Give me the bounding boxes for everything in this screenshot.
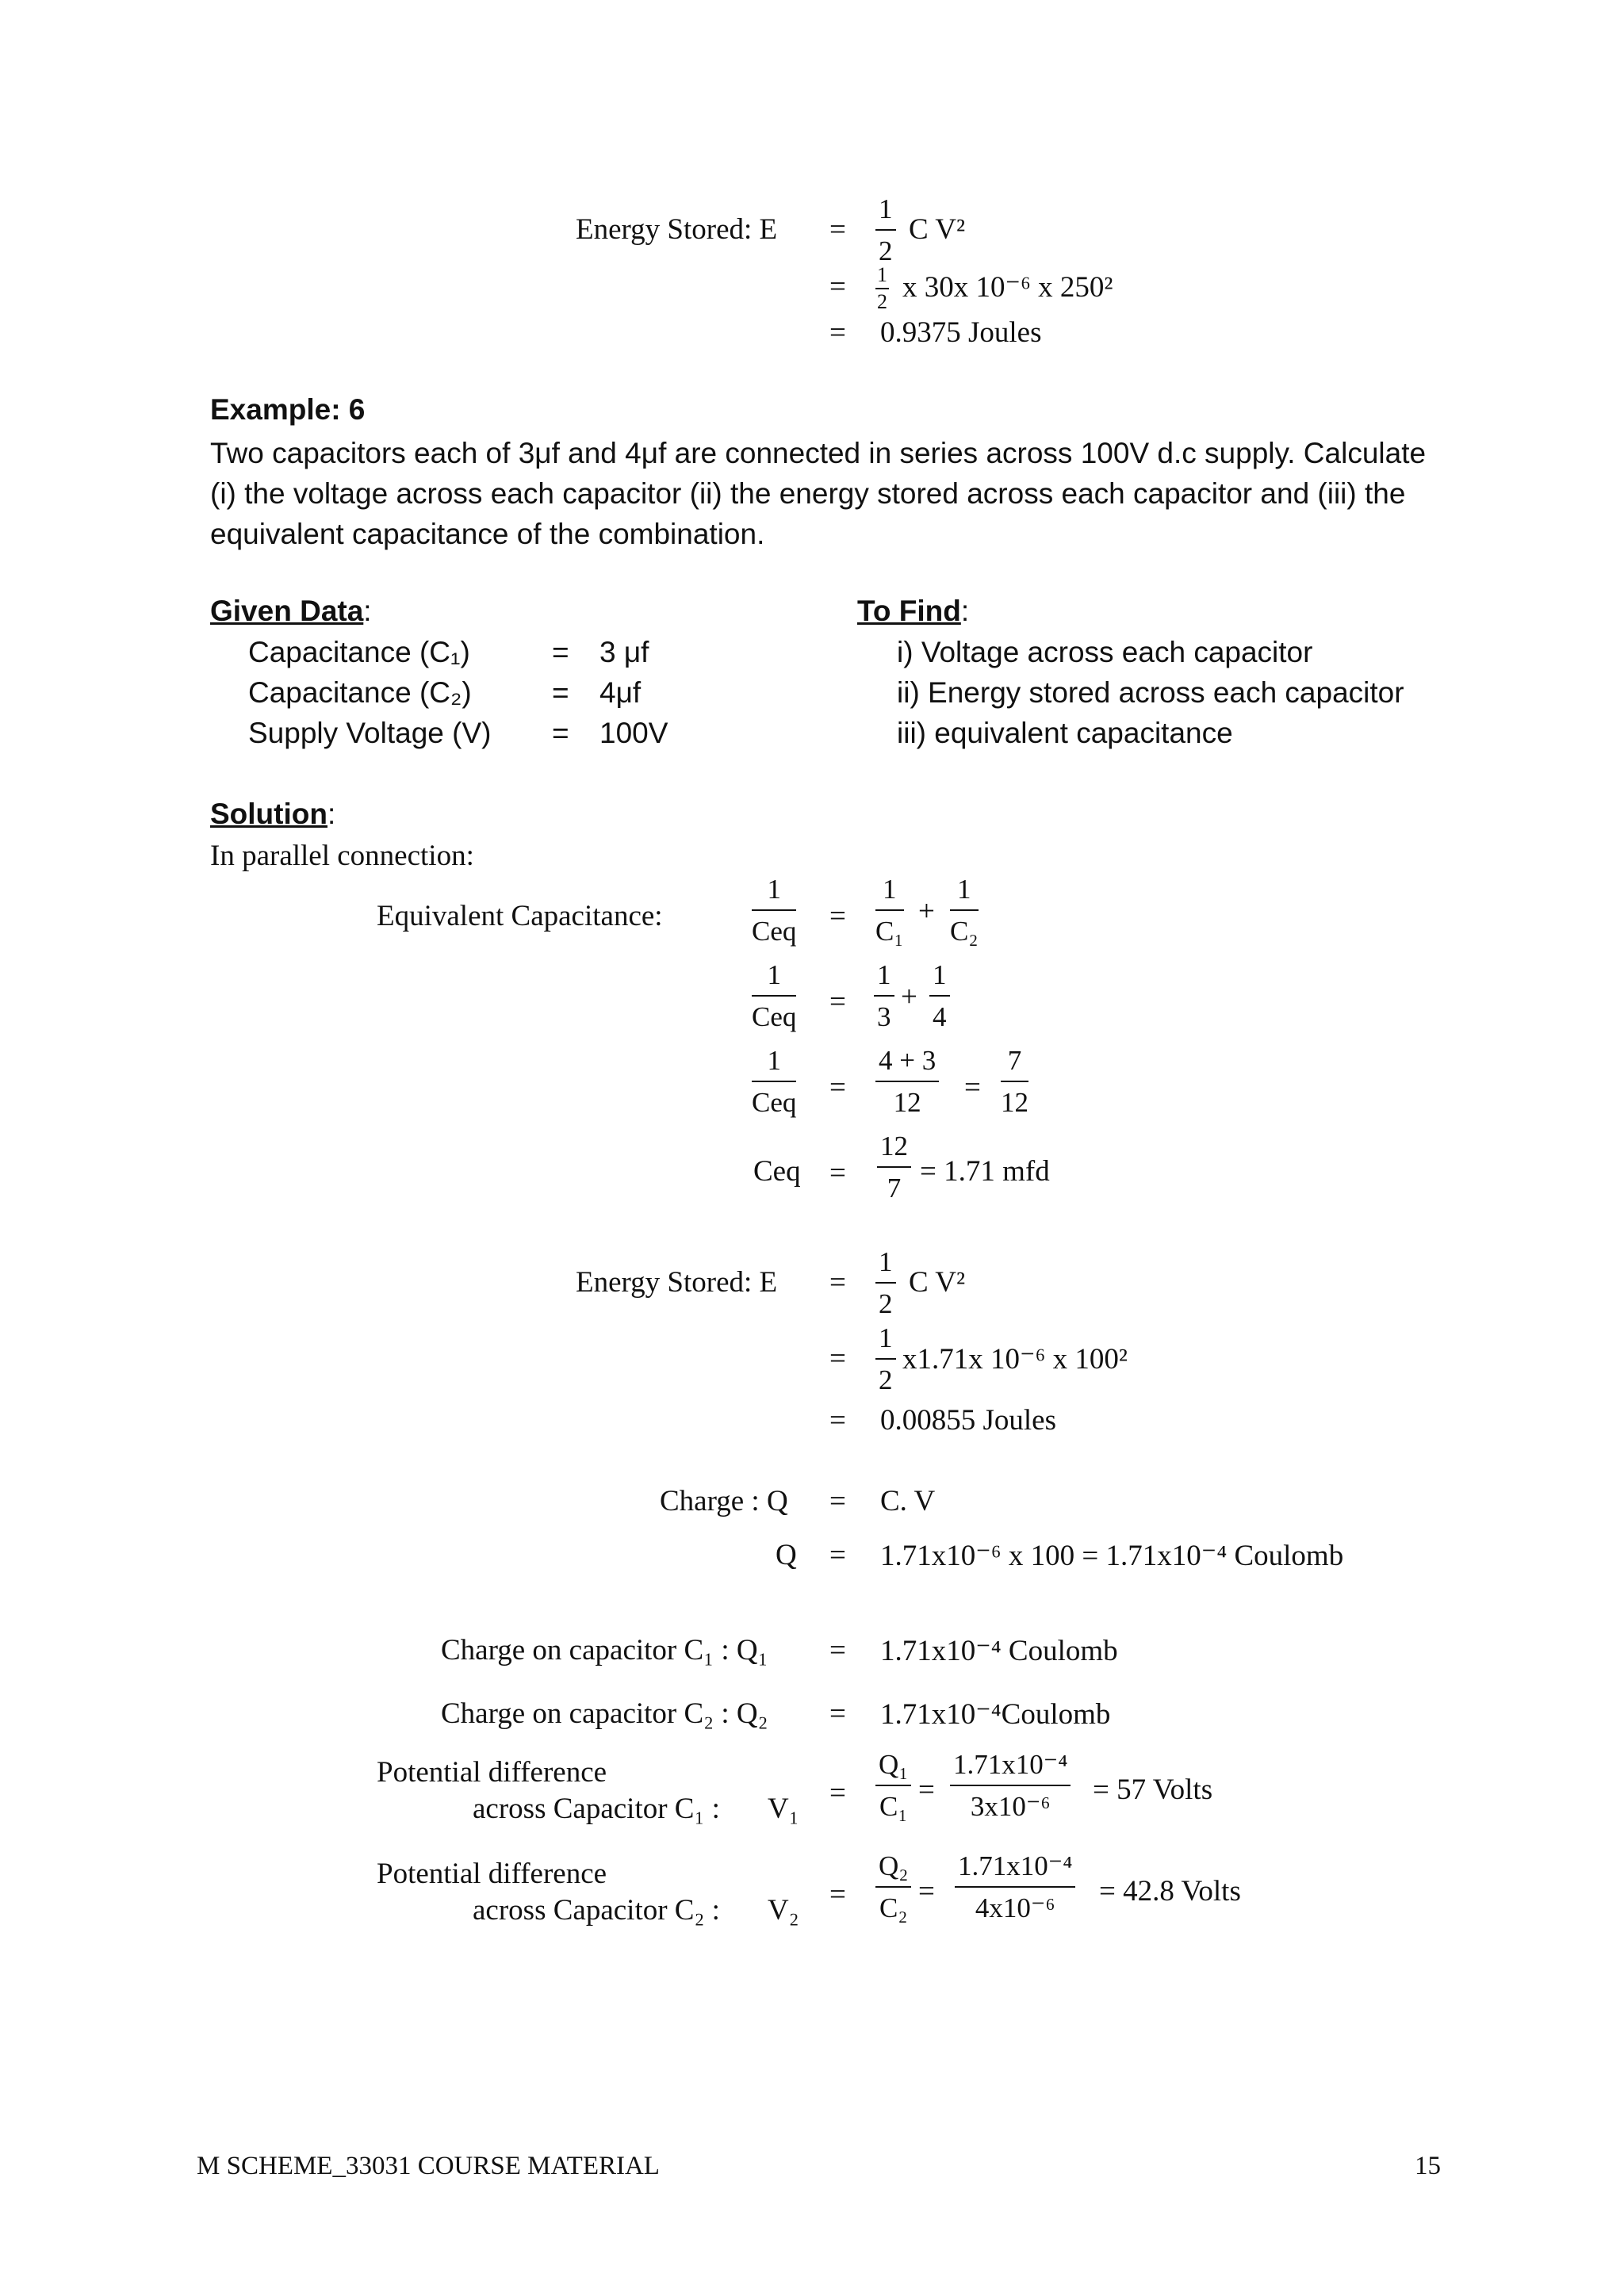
- solution-heading: [210, 798, 335, 831]
- fraction-four-plus-three-over-twelve: [875, 1047, 939, 1116]
- given-equals: =: [552, 717, 569, 749]
- pd1-line2: across Capacitor C₁ :: [473, 1793, 720, 1825]
- fraction-numerator: 1: [875, 265, 889, 289]
- footer-course-label: M SCHEME_33031 COURSE MATERIAL: [197, 2152, 660, 2180]
- energy2-substitution: x1.71x 10⁻⁶ x 100²: [902, 1343, 1128, 1376]
- find-heading: [857, 595, 969, 628]
- pd2-line1: Potential difference: [377, 1858, 607, 1890]
- fraction-numerator: 1: [875, 1248, 896, 1284]
- equals-sign: =: [829, 1342, 846, 1375]
- fraction-half: [875, 1324, 896, 1394]
- given-equals: =: [552, 636, 569, 668]
- given-heading: [210, 595, 372, 628]
- ceq-result: = 1.71 mfd: [920, 1155, 1050, 1188]
- pd2-result: = 42.8 Volts: [1099, 1875, 1241, 1908]
- solution-intro: In parallel connection:: [210, 840, 474, 872]
- fraction-denominator: C₂: [950, 916, 979, 947]
- fraction-numerator: 1: [950, 875, 979, 911]
- find-heading-text: To Find: [857, 595, 961, 627]
- equals-sign: =: [829, 1404, 846, 1437]
- fraction-numerator: 1.71x10⁻⁴: [955, 1852, 1075, 1888]
- charge-c1-label: Charge on capacitor C₁ : Q₁: [441, 1634, 768, 1667]
- example-title: Example: 6: [210, 393, 366, 426]
- given-heading-colon: :: [363, 595, 372, 627]
- equals-sign: =: [829, 270, 846, 303]
- fraction-one-fourth: [929, 961, 950, 1031]
- find-heading-colon: :: [960, 595, 970, 627]
- equals-sign: =: [918, 1875, 935, 1908]
- fraction-numerator: Q₁: [875, 1751, 911, 1786]
- fraction-numerator: 1: [875, 875, 904, 911]
- fraction-numerator: 1: [875, 195, 896, 231]
- energy1-label: Energy Stored: E: [576, 213, 778, 246]
- fraction-one-over-ceq: [752, 961, 796, 1031]
- example-text: Two capacitors each of 3μf and 4μf are connected in series across 100V d.c supply. Calculate (i) the voltage across each capacitor (ii) the energy stored across each capacitor and (iii) the equivalent capacitance of the combination.: [210, 437, 1427, 550]
- equals-sign: =: [829, 1071, 846, 1104]
- solution-heading-colon: :: [327, 798, 336, 830]
- equals-sign: =: [829, 316, 846, 349]
- plus-sign: +: [918, 895, 935, 928]
- equals-sign: =: [829, 213, 846, 246]
- fraction-numerator: 1.71x10⁻⁴: [950, 1751, 1071, 1786]
- equals-sign: =: [829, 1777, 846, 1809]
- pd2-symbol: V₂: [768, 1894, 799, 1927]
- find-item: iii) equivalent capacitance: [897, 717, 1233, 749]
- fraction-denominator: C₁: [875, 916, 904, 947]
- fraction-numerator: 1: [929, 961, 950, 997]
- equals-sign: =: [829, 1634, 846, 1667]
- fraction-numerator: 4 + 3: [875, 1047, 939, 1082]
- fraction-half-small: [875, 265, 889, 312]
- equals-sign: =: [829, 1266, 846, 1299]
- fraction-denominator: Ceq: [752, 1087, 797, 1118]
- fraction-half: [875, 195, 896, 265]
- fraction-pd2-values: [955, 1852, 1075, 1922]
- fraction-q1-over-c1: [875, 1751, 911, 1820]
- energy1-formula: C V²: [909, 213, 966, 246]
- fraction-one-third: [874, 961, 894, 1031]
- charge-formula: C. V: [880, 1485, 936, 1517]
- fraction-pd1-values: [950, 1751, 1071, 1820]
- given-label: Capacitance (C₁): [248, 636, 470, 668]
- charge-result: 1.71x10⁻⁶ x 100 = 1.71x10⁻⁴ Coulomb: [880, 1540, 1344, 1572]
- equals-sign: =: [829, 1878, 846, 1911]
- given-value: 4μf: [599, 676, 642, 709]
- charge-symbol: Q: [776, 1539, 797, 1571]
- equals-sign: =: [829, 1539, 846, 1571]
- equals-sign: =: [829, 900, 846, 932]
- fraction-one-over-ceq: [752, 1047, 796, 1116]
- ceq-symbol: Ceq: [753, 1155, 801, 1188]
- find-item: ii) Energy stored across each capacitor: [897, 676, 1404, 709]
- energy1-result: 0.9375 Joules: [880, 316, 1042, 349]
- given-label: Capacitance (C₂): [248, 676, 472, 709]
- charge-c1-value: 1.71x10⁻⁴ Coulomb: [880, 1635, 1118, 1667]
- pd1-symbol: V₁: [768, 1793, 799, 1825]
- fraction-denominator: 2: [879, 235, 893, 266]
- fraction-numerator: 1: [874, 961, 894, 997]
- fraction-numerator: 1: [875, 1324, 896, 1360]
- fraction-seven-over-twelve: [1001, 1047, 1028, 1116]
- fraction-numerator: 7: [1001, 1047, 1028, 1082]
- fraction-twelve-over-seven: [877, 1132, 911, 1202]
- page-number: 15: [1415, 2152, 1441, 2180]
- energy2-label: Energy Stored: E: [576, 1266, 778, 1299]
- fraction-denominator: 2: [879, 1364, 893, 1395]
- fraction-denominator: 3x10⁻⁶: [970, 1791, 1051, 1822]
- fraction-denominator: 12: [1001, 1087, 1028, 1118]
- fraction-denominator: Ceq: [752, 1001, 797, 1032]
- pd1-result: = 57 Volts: [1093, 1774, 1213, 1806]
- given-label: Supply Voltage (V): [248, 717, 492, 749]
- equals-sign: =: [918, 1774, 935, 1806]
- fraction-denominator: 12: [893, 1087, 921, 1118]
- fraction-denominator: C₁: [879, 1791, 908, 1822]
- given-equals: =: [552, 676, 569, 709]
- fraction-one-over-c1: [875, 875, 904, 945]
- fraction-numerator: 1: [752, 1047, 796, 1082]
- pd2-line2: across Capacitor C₂ :: [473, 1894, 720, 1927]
- fraction-half: [875, 1248, 896, 1318]
- equals-sign: =: [829, 985, 846, 1018]
- fraction-q2-over-c2: [875, 1852, 911, 1922]
- find-item: i) Voltage across each capacitor: [897, 636, 1313, 668]
- equals-sign: =: [964, 1071, 981, 1104]
- fraction-denominator: 4x10⁻⁶: [975, 1892, 1055, 1923]
- fraction-one-over-ceq: [752, 875, 796, 945]
- energy2-formula: C V²: [909, 1266, 966, 1299]
- plus-sign: +: [901, 981, 917, 1013]
- fraction-numerator: Q₂: [875, 1852, 911, 1888]
- equals-sign: =: [829, 1697, 846, 1730]
- fraction-numerator: 1: [752, 875, 796, 911]
- fraction-denominator: Ceq: [752, 916, 797, 947]
- solution-heading-text: Solution: [210, 798, 327, 830]
- fraction-numerator: 1: [752, 961, 796, 997]
- energy2-result: 0.00855 Joules: [880, 1404, 1056, 1437]
- fraction-denominator: 4: [933, 1001, 947, 1032]
- given-value: 100V: [599, 717, 668, 749]
- equals-sign: =: [829, 1485, 846, 1517]
- fraction-denominator: 2: [879, 1288, 893, 1319]
- fraction-denominator: 3: [877, 1001, 891, 1032]
- given-value: 3 μf: [599, 636, 649, 668]
- given-heading-text: Given Data: [210, 595, 364, 627]
- fraction-denominator: 7: [887, 1173, 902, 1203]
- charge-label: Charge : Q: [660, 1485, 788, 1517]
- energy1-substitution: x 30x 10⁻⁶ x 250²: [902, 271, 1113, 304]
- pd1-line1: Potential difference: [377, 1756, 607, 1789]
- charge-c2-value: 1.71x10⁻⁴Coulomb: [880, 1698, 1111, 1731]
- fraction-denominator: 2: [877, 290, 887, 313]
- fraction-one-over-c2: [950, 875, 979, 945]
- eqcap-label: Equivalent Capacitance:: [377, 900, 663, 932]
- equals-sign: =: [829, 1157, 846, 1189]
- fraction-denominator: C₂: [879, 1892, 908, 1923]
- fraction-numerator: 12: [877, 1132, 911, 1168]
- charge-c2-label: Charge on capacitor C₂ : Q₂: [441, 1697, 768, 1730]
